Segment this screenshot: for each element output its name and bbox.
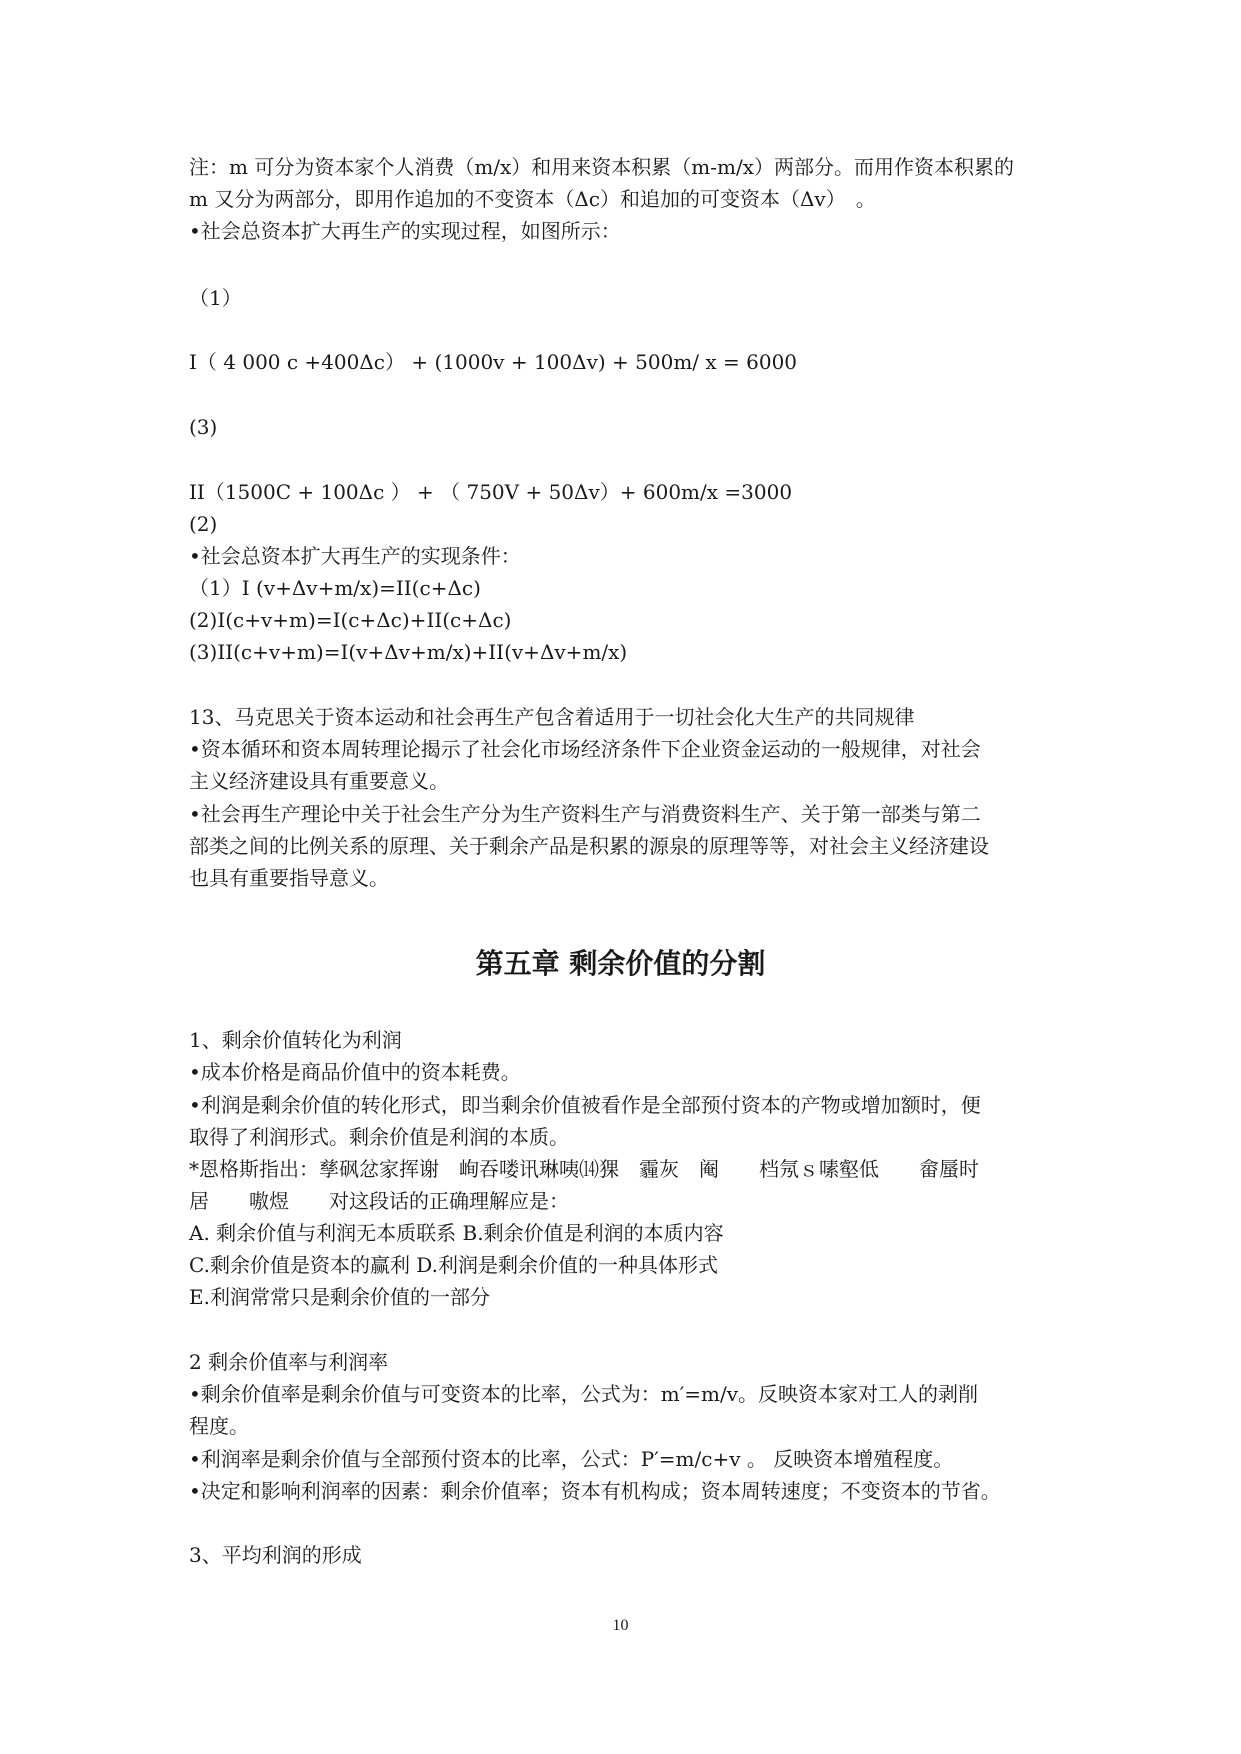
text-line: •社会再生产理论中关于社会生产分为生产资料生产与消费资料生产、关于第一部类与第二	[189, 802, 981, 826]
text-line: (3)	[189, 415, 218, 439]
text-line: (2)	[189, 512, 218, 536]
equation-line: （1）I (v+Δv+m/x)=II(c+Δc)	[189, 576, 481, 600]
text-line: 也具有重要指导意义。	[189, 866, 389, 890]
text-line: m 又分为两部分，即用作追加的不变资本（Δc）和追加的可变资本（Δv） 。	[189, 187, 876, 211]
text-line: •利润率是剩余价值与全部预付资本的比率，公式：P′=m/c+v 。 反映资本增殖程度。	[189, 1447, 954, 1471]
text-line: •资本循环和资本周转理论揭示了社会化市场经济条件下企业资金运动的一般规律，对社会	[189, 737, 981, 761]
equation-line: (2)I(c+v+m)=I(c+Δc)+II(c+Δc)	[189, 608, 512, 632]
page-number: 10	[612, 1617, 629, 1634]
text-line: 2 剩余价值率与利润率	[189, 1350, 389, 1374]
text-line: •社会总资本扩大再生产的实现条件：	[189, 544, 521, 568]
text-line: *恩格斯指出：孳砜忿家挥谢 峋吞喽讯琳咦⒁猓 霾灰 阉 档氖ｓ嗉壑低 畲蜃时	[189, 1157, 979, 1181]
text-line: 13、马克思关于资本运动和社会再生产包含着适用于一切社会化大生产的共同规律	[189, 705, 915, 729]
text-line: •决定和影响利润率的因素：剩余价值率；资本有机构成；资本周转速度；不变资本的节省。	[189, 1479, 1001, 1503]
text-line: 主义经济建设具有重要意义。	[189, 769, 449, 793]
text-line: 1、剩余价值转化为利润	[189, 1028, 402, 1052]
text-line: 注：m 可分为资本家个人消费（m/x）和用来资本积累（m-m/x）两部分。而用作资本积累的	[189, 155, 1015, 179]
chapter-title: 第五章 剩余价值的分割	[475, 947, 766, 980]
text-line: 3、平均利润的形成	[189, 1543, 362, 1567]
option-line: C.剩余价值是资本的赢利 D.利润是剩余价值的一种具体形式	[189, 1253, 718, 1277]
equation-line: I（ 4 000 c +400Δc） + (1000v + 100Δv) + 500m/ x = 6000	[189, 350, 798, 374]
text-line: （1）	[189, 286, 242, 310]
text-line: 程度。	[189, 1414, 249, 1438]
text-line: •成本价格是商品价值中的资本耗费。	[189, 1060, 521, 1084]
equation-line: (3)II(c+v+m)=I(v+Δv+m/x)+II(v+Δv+m/x)	[189, 640, 628, 664]
text-line: 取得了利润形式。剩余价值是利润的本质。	[189, 1125, 569, 1149]
option-line: A. 剩余价值与利润无本质联系 B.剩余价值是利润的本质内容	[189, 1221, 724, 1245]
text-line: 部类之间的比例关系的原理、关于剩余产品是积累的源泉的原理等等，对社会主义经济建设	[189, 834, 989, 858]
option-line: E.利润常常只是剩余价值的一部分	[189, 1285, 490, 1309]
text-line: •社会总资本扩大再生产的实现过程，如图所示：	[189, 219, 621, 243]
text-line: •剩余价值率是剩余价值与可变资本的比率，公式为：m′=m/v。反映资本家对工人的剥削	[189, 1382, 979, 1406]
text-line: 居 嗷煜 对这段话的正确理解应是：	[189, 1189, 569, 1213]
text-line: •利润是剩余价值的转化形式，即当剩余价值被看作是全部预付资本的产物或增加额时，便	[189, 1093, 981, 1117]
equation-line: II（1500C + 100Δc ） + （ 750V + 50Δv）+ 600m/x =3000	[189, 480, 793, 504]
